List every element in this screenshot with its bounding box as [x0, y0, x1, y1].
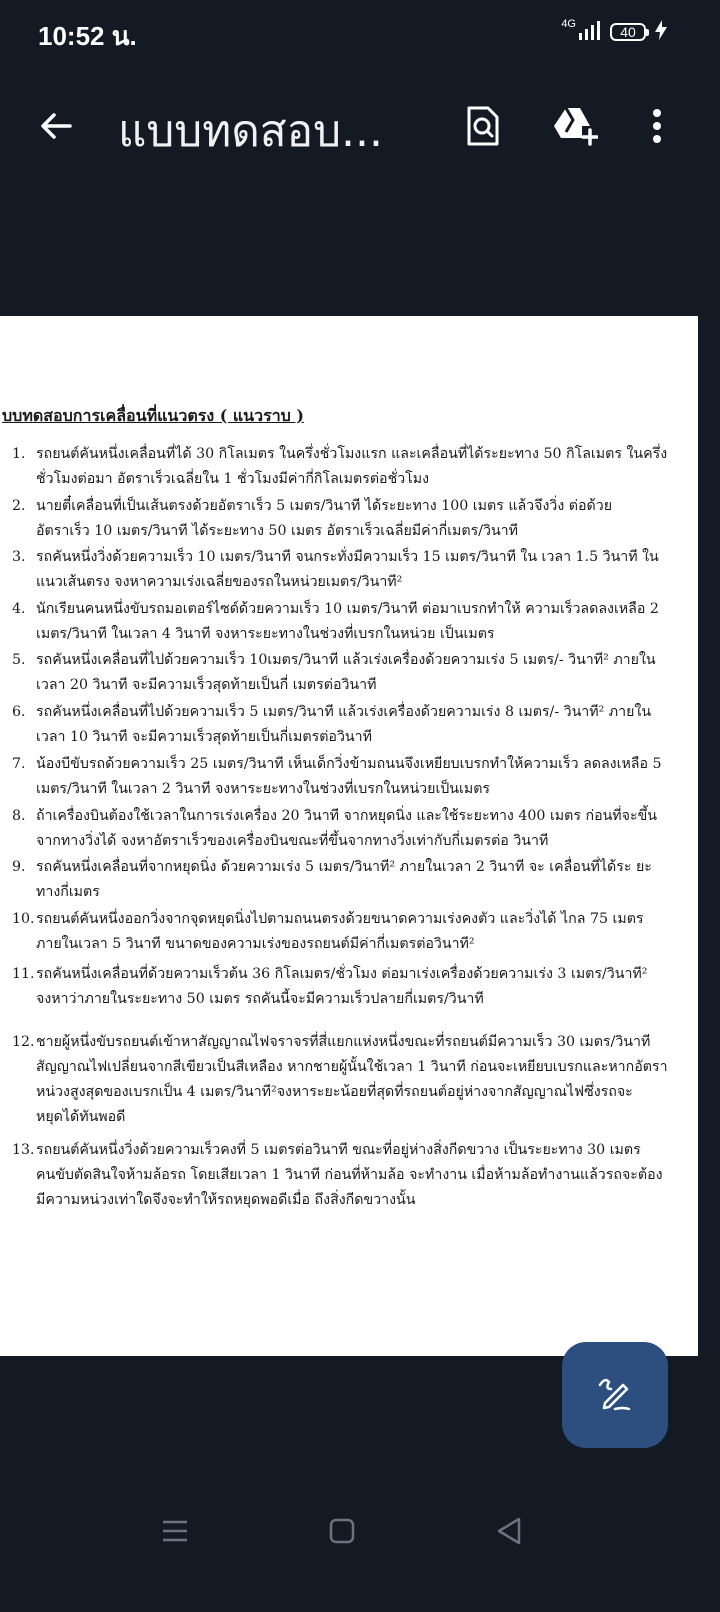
question-text: [36, 494, 646, 544]
signal-icon: [578, 19, 602, 45]
question-line: สัญญาณไฟเปลี่ยนจากสีเขียวเป็นสีเหลือง หากชายผู้นั้นใช้เวลา 1 วินาที ก่อนจะเหยียบเบรกและหากอัตรา: [36, 1059, 668, 1075]
question-line: รถคันหนึ่งเคลื่อนที่ด้วยความเร็วต้น 36 กิโลเมตร/ชั่วโมง ต่อมาเร่งเครื่องด้วยความเร่ง 3 เมตร/วินาที²: [36, 966, 648, 982]
home-icon: [329, 1518, 355, 1548]
question-text: [36, 597, 659, 647]
question-line: ถ้าเครื่องบินต้องใช้เวลาในการเร่งเครื่อง 20 วินาที จากหยุดนิ่ง และใช้ระยะทาง 400 เมตร ก่อนที่จะขึ้น: [36, 808, 657, 824]
question-line: รถยนต์คันหนึ่งวิ่งด้วยความเร็วคงที่ 5 เมตรต่อวินาที ขณะที่อยู่ห่างสิ่งกีดขวาง เป็นระยะทาง 30 เมตร: [36, 1142, 641, 1158]
find-in-document-button[interactable]: [455, 100, 511, 156]
home-button[interactable]: [317, 1508, 367, 1558]
question-text: [36, 804, 657, 854]
question-line: แนวเส้นตรง จงหาความเร่งเฉลี่ยของรถในหน่วยเมตร/วินาที²: [36, 574, 403, 590]
more-options-button[interactable]: [629, 100, 685, 156]
question-line: คนขับตัดสินใจห้ามล้อรถ โดยเสียเวลา 1 วินาที ก่อนที่ห้ามล้อ จะทำงาน เมื่อห้ามล้อทำงานแล้วรถจะต้อง: [36, 1167, 663, 1183]
question-line: หยุดได้ทันพอดี: [36, 1109, 126, 1125]
question-text: [36, 648, 656, 698]
document-page[interactable]: [0, 316, 698, 1356]
add-to-drive-button[interactable]: [547, 100, 603, 156]
question-text: [36, 442, 668, 492]
charging-icon: [654, 19, 668, 45]
edit-fab-button[interactable]: [562, 1342, 668, 1448]
question-line: ชายผู้หนึ่งขับรถยนต์เข้าหาสัญญาณไฟจราจรที่สี่แยกแห่งหนึ่งขณะที่รถยนต์มีความเร็ว 30 เมตร/วินาที: [36, 1034, 651, 1050]
question-line: รถยนต์คันหนึ่งออกวิ่งจากจุดหยุดนิ่งไปตามถนนตรงด้วยขนาดความเร่งคงตัว และวิ่งได้ ไกล 75 เมตร: [36, 911, 644, 927]
question-text: [36, 752, 662, 802]
question-text: [36, 962, 646, 1012]
question-number: 13.: [12, 1142, 35, 1158]
question-line: รถคันหนึ่งวิ่งด้วยความเร็ว 10 เมตร/วินาที จนกระทั่งมีความเร็ว 15 เมตร/วินาที ใน เวลา 1.5 วินาที ใน: [36, 549, 659, 565]
status-bar: [0, 0, 720, 64]
question-number: 9.: [12, 859, 26, 875]
question-line: จากทางวิ่งได้ จงหาอัตราเร็วของเครื่องบินขณะที่ขึ้นจากทางวิ่งเท่ากับกี่เมตรต่อ วินาที: [36, 833, 549, 849]
question-line: นักเรียนคนหนึ่งขับรถมอเตอร์ไซด์ด้วยความเร็ว 10 เมตร/วินาที ต่อมาเบรกทำให้ ความเร็วลดลงเหลือ 2: [36, 601, 659, 617]
edit-pen-icon: [595, 1373, 635, 1417]
document-heading: บบทดสอบการเคลื่อนที่แนวตรง ( แนวราบ ): [2, 406, 304, 425]
question-line: มีความหน่วงเท่าใดจึงจะทำให้รถหยุดพอดีเมื่อ ถึงสิ่งกีดขวางนั้น: [36, 1192, 416, 1208]
status-indicators: [561, 18, 668, 46]
question-number: 12.: [12, 1034, 35, 1050]
question-line: เมตร/วินาที ในเวลา 2 วินาที จงหาระยะทางในช่วงที่เบรกในหน่วยเป็นเมตร: [36, 781, 491, 797]
question-line: เวลา 10 วินาที จะมีความเร็วสุดท้ายเป็นกี่เมตรต่อวินาที: [36, 729, 372, 745]
more-vert-icon: [651, 108, 663, 148]
question-line: ชั่วโมงต่อมา อัตราเร็วเฉลี่ยใน 1 ชั่วโมงมีค่ากี่กิโลเมตรต่อชั่วโมง: [36, 471, 430, 487]
doc-search-icon: [465, 105, 501, 151]
question-number: 1.: [12, 446, 26, 462]
status-time: 10:52 น.: [38, 21, 137, 51]
question-line: ภายในเวลา 5 วินาที ขนาดของความเร่งของรถยนต์มีค่ากี่เมตรต่อวินาที²: [36, 936, 475, 952]
question-number: 2.: [12, 498, 26, 514]
question-text: [36, 855, 652, 905]
question-line: รถยนต์คันหนึ่งเคลื่อนที่ได้ 30 กิโลเมตร ในครึ่งชั่วโมงแรก และเคลื่อนที่ได้ระยะทาง 50 กิโลเมตร ในครึ่ง: [36, 446, 668, 462]
question-line: น้องบีขับรถด้วยความเร็ว 25 เมตร/วินาที เห็นเด็กวิ่งข้ามถนนจึงเหยียบเบรกทำให้ความเร็ว ลดลงเหลือ 5: [36, 756, 662, 772]
question-line: จงหาว่าภายในระยะทาง 50 เมตร รถคันนี้จะมีความเร็วปลายกี่เมตร/วินาที: [36, 991, 484, 1007]
system-back-button[interactable]: [484, 1508, 534, 1558]
question-number: 6.: [12, 704, 26, 720]
question-line: หน่วงสูงสุดของเบรกเป็น 4 เมตร/วินาที²จงหาระยะน้อยที่สุดที่รถยนต์อยู่ห่างจากสัญญาณไฟซึ่งรถจะ: [36, 1084, 633, 1100]
question-line: อัตราเร็ว 10 เมตร/วินาที ได้ระยะทาง 50 เมตร อัตราเร็วเฉลี่ยมีค่ากี่เมตร/วินาที: [36, 523, 519, 539]
question-line: รถคันหนึ่งเคลื่อนที่ไปด้วยความเร็ว 5 เมตร/วินาที แล้วเร่งเครื่องด้วยความเร่ง 8 เมตร/- วินาที² ภายใน: [36, 704, 652, 720]
navigation-bar: [0, 1490, 720, 1612]
question-number: 10.: [12, 911, 35, 927]
recents-icon: [162, 1519, 188, 1547]
question-text: [36, 700, 652, 750]
drive-add-icon: [552, 106, 598, 150]
question-line: รถคันหนึ่งเคลื่อนที่ไปด้วยความเร็ว 10เมตร/วินาที แล้วเร่งเครื่องด้วยความเร่ง 5 เมตร/- วินาที² ภายใน: [36, 652, 656, 668]
question-number: 5.: [12, 652, 26, 668]
question-text: [36, 907, 646, 957]
back-button[interactable]: [28, 100, 84, 156]
battery-indicator: 40: [610, 23, 646, 41]
question-number: 3.: [12, 549, 26, 565]
question-number: 7.: [12, 756, 26, 772]
back-arrow-icon: [38, 108, 74, 148]
question-line: ทางกี่เมตร: [36, 884, 100, 900]
document-title: แบบทดสอบ...: [118, 106, 383, 157]
question-line: รถคันหนึ่งเคลื่อนที่จากหยุดนิ่ง ด้วยความเร่ง 5 เมตร/วินาที² ภายในเวลา 2 วินาที จะ เคลื่อนที่ได้ระ ยะ: [36, 859, 652, 875]
network-type: 4G: [561, 18, 576, 30]
question-text: [36, 1138, 663, 1213]
question-line: เมตร/วินาที ในเวลา 4 วินาที จงหาระยะทางในช่วงที่เบรกในหน่วย เป็นเมตร: [36, 626, 495, 642]
question-number: 8.: [12, 808, 26, 824]
question-line: เวลา 20 วินาที จะมีความเร็วสุดท้ายเป็นกี่ เมตรต่อวินาที: [36, 677, 377, 693]
back-icon: [496, 1517, 522, 1549]
recents-button[interactable]: [150, 1508, 200, 1558]
question-text: [36, 545, 659, 595]
question-text: [36, 1030, 668, 1130]
question-number: 4.: [12, 601, 26, 617]
question-line: นายตี๋เคลื่อนที่เป็นเส้นตรงด้วยอัตราเร็ว 5 เมตร/วินาที ได้ระยะทาง 100 เมตร แล้วจึงวิ่ง ต่อด้วย: [36, 498, 613, 514]
question-number: 11.: [12, 966, 35, 982]
app-bar: [0, 64, 720, 194]
